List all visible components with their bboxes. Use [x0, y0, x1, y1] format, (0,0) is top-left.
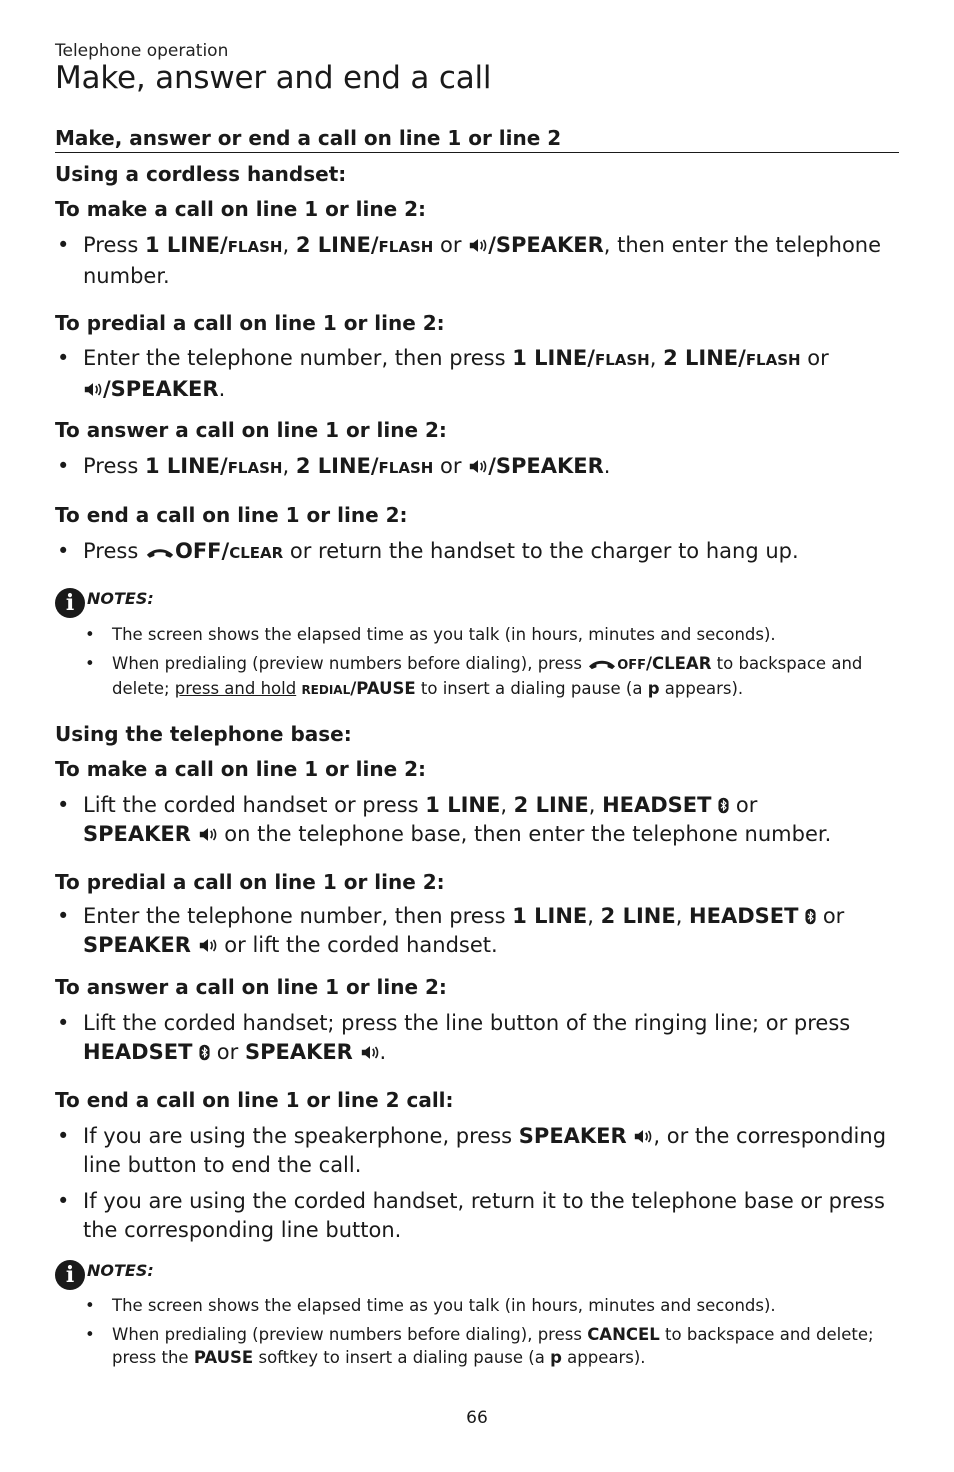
cordless-make-bullet: • Press 1 LINE/FLASH, 2 LINE/FLASH or /SPEAKER, then enter the telephone number.	[57, 233, 882, 288]
cordless-make-heading: To make a call on line 1 or line 2:	[55, 197, 427, 221]
notes-heading: i NOTES:	[55, 1260, 154, 1290]
speaker-icon	[633, 1128, 653, 1145]
base-predial-heading: To predial a call on line 1 or line 2:	[55, 870, 445, 894]
base-answer-heading: To answer a call on line 1 or line 2:	[55, 975, 447, 999]
base-end-heading: To end a call on line 1 or line 2 call:	[55, 1088, 454, 1112]
base-answer-bullet: • Lift the corded handset; press the line button of the ringing line; or press HEADSET or SPEAKER .	[57, 1011, 851, 1064]
base-predial-bullet: • Enter the telephone number, then press 1 LINE, 2 LINE, HEADSET or SPEAKER or lift the corded handset.	[57, 904, 845, 957]
bluetooth-headset-icon	[718, 797, 729, 814]
page-number: 66	[466, 1408, 488, 1428]
note-item: • The screen shows the elapsed time as you talk (in hours, minutes and seconds).	[85, 625, 776, 644]
cordless-answer-heading: To answer a call on line 1 or line 2:	[55, 418, 447, 442]
phone-hangup-icon	[587, 658, 617, 671]
speaker-icon	[360, 1044, 380, 1061]
cordless-answer-bullet: • Press 1 LINE/FLASH, 2 LINE/FLASH or /SPEAKER.	[57, 454, 611, 478]
speaker-icon	[83, 381, 103, 398]
speaker-icon	[468, 237, 488, 254]
info-icon: i	[55, 1260, 85, 1290]
info-icon: i	[55, 588, 85, 618]
section-heading: Make, answer or end a call on line 1 or line 2	[55, 126, 899, 153]
base-heading: Using the telephone base:	[55, 722, 352, 746]
cordless-end-heading: To end a call on line 1 or line 2:	[55, 503, 408, 527]
cordless-end-bullet: • Press OFF/CLEAR or return the handset to the charger to hang up.	[57, 539, 799, 563]
note-item: • The screen shows the elapsed time as you talk (in hours, minutes and seconds).	[85, 1296, 776, 1315]
base-make-bullet: • Lift the corded handset or press 1 LINE, 2 LINE, HEADSET or SPEAKER on the telephone base, then enter the telephone number.	[57, 793, 832, 846]
page-title: Make, answer and end a call	[55, 60, 492, 96]
base-end-bullet-corded: • If you are using the corded handset, return it to the telephone base or press the corresponding line button.	[57, 1189, 885, 1242]
cordless-predial-bullet: • Enter the telephone number, then press 1 LINE/FLASH, 2 LINE/FLASH or /SPEAKER.	[57, 346, 829, 401]
speaker-icon	[198, 826, 218, 843]
speaker-icon	[468, 458, 488, 475]
base-end-bullet-speaker: • If you are using the speakerphone, press SPEAKER , or the corresponding line button to end the call.	[57, 1124, 887, 1177]
notes-heading: i NOTES:	[55, 588, 154, 618]
bluetooth-headset-icon	[805, 908, 816, 925]
phone-hangup-icon	[145, 546, 175, 560]
cordless-predial-heading: To predial a call on line 1 or line 2:	[55, 311, 445, 335]
base-make-heading: To make a call on line 1 or line 2:	[55, 757, 427, 781]
running-header: Telephone operation	[55, 41, 229, 61]
note-item: • When predialing (preview numbers before dialing), press CANCEL to backspace and delete; press the PAUSE softkey to insert a dialing pause (a p appears).	[85, 1325, 874, 1367]
note-item: • When predialing (preview numbers before dialing), press OFF/CLEAR to backspace and delete; press and hold REDIAL/PAUSE to insert a dialing pause (a p appears).	[85, 654, 863, 698]
speaker-icon	[198, 937, 218, 954]
cordless-heading: Using a cordless handset:	[55, 162, 347, 186]
bluetooth-headset-icon	[199, 1044, 210, 1061]
